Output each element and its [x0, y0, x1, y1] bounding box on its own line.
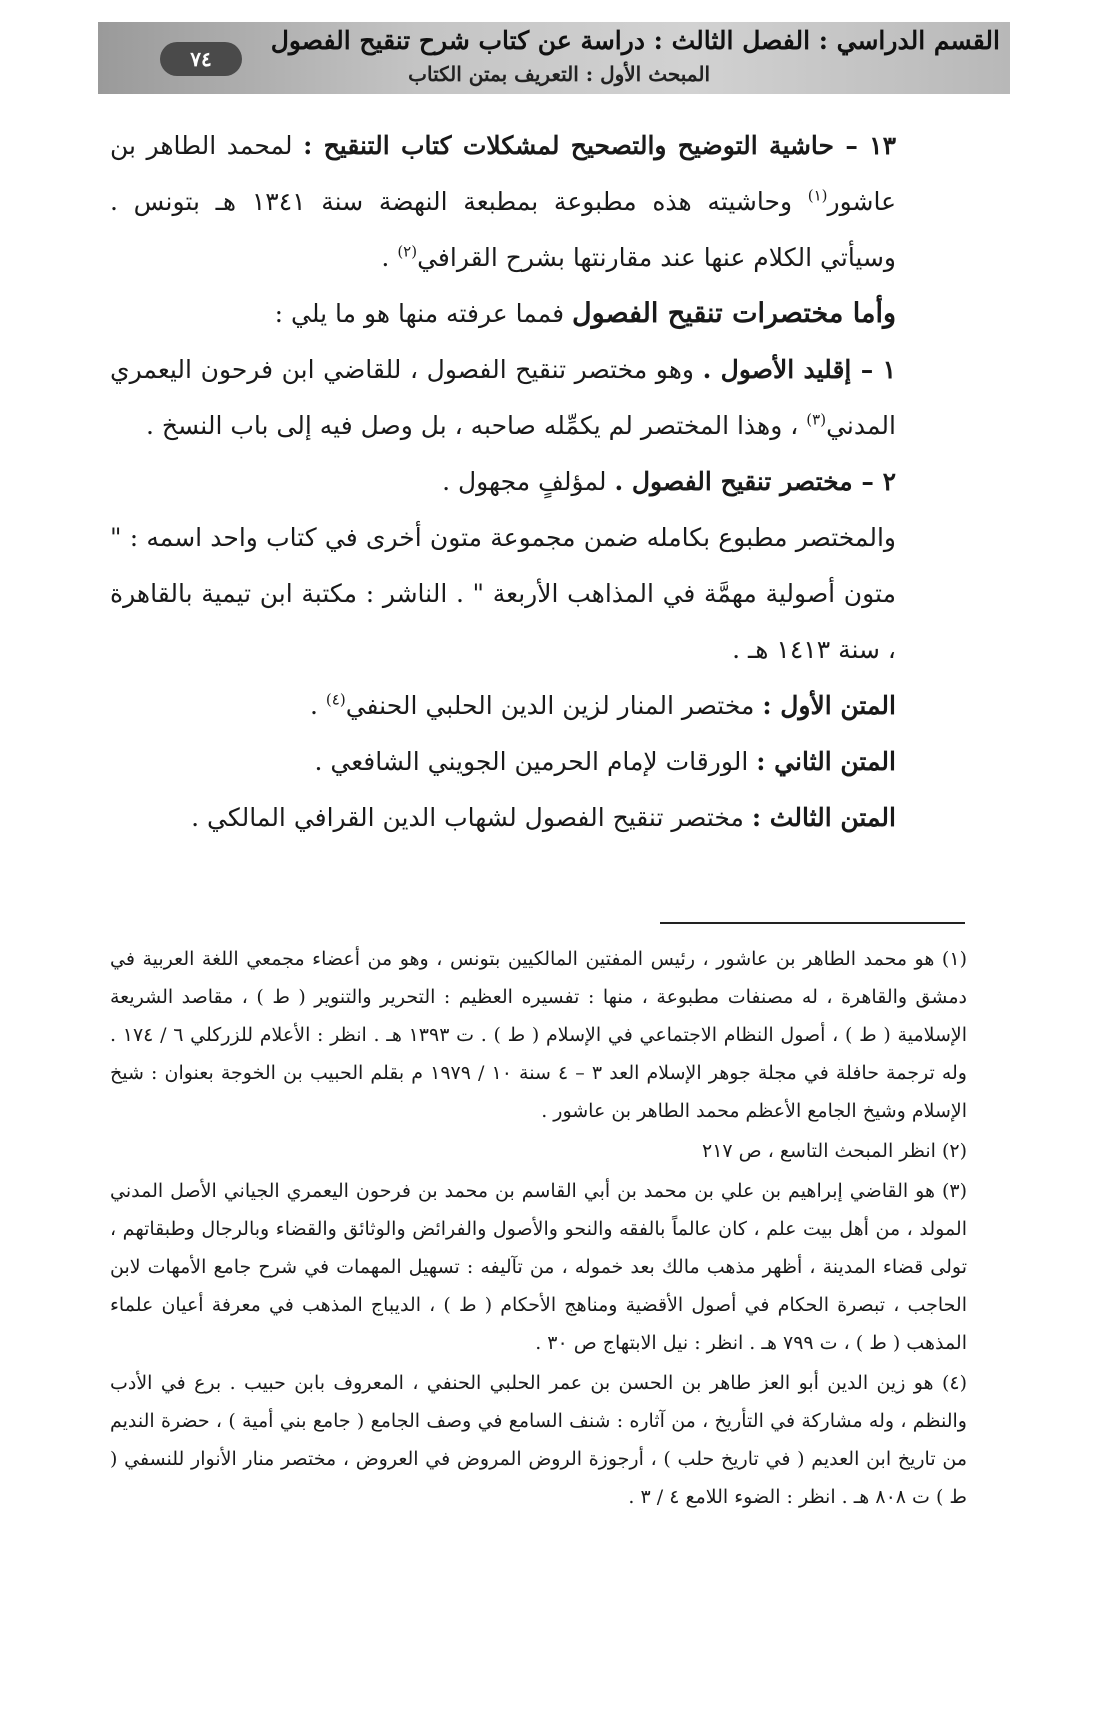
footnote-3: (٣) هو القاضي إبراهيم بن علي بن محمد بن أبي القاسم بن محمد بن فرحون اليعمري الجياني الأصل المدني المولد ، من أهل بيت علم ، كان عالماً بالفقه والنحو والأصول والفرائض والوثائق والقضاء وبالرجال وطبقاتهم ، تولى قضاء المدينة ، أظهر مذهب مالك بعد خموله ، من تآليفه : تسهيل المهمات في شرح جامع الأمهات لابن الحاجب ، تبصرة الحكام في أصول الأقضية ومناهج الأحكام ( ط ) ، الديباج المذهب في معرفة أعيان علماء المذهب ( ط ) ، ت ٧٩٩ هـ . انظر : نيل الابتهاج ص ٣٠ . — [110, 1180, 967, 1354]
item-13-heading: ١٣ – حاشية التوضيح والتصحيح لمشكلات كتاب التنقيح : — [303, 131, 896, 160]
footnote-2: (٢) انظر المبحث التاسع ، ص ٢١٧ — [702, 1140, 967, 1162]
matn-2-label: المتن الثاني : — [756, 747, 896, 776]
matn-2: المتن الثاني : الورقات لإمام الحرمين الجويني الشافعي . — [314, 747, 896, 776]
matn-1-label: المتن الأول : — [762, 691, 896, 720]
footnotes — [110, 940, 967, 1518]
item-1: ١ – إقليد الأصول . وهو مختصر تنقيح الفصول ، للقاضي ابن فرحون اليعمري المدني$^{(٣)}$ ، وهذا المختصر لم يكمِّله صاحبه ، بل وصل فيه إلى باب النسخ . — [110, 355, 897, 440]
footnote-ref-2[interactable]: (٢) — [397, 242, 418, 261]
item-2-heading: ٢ – مختصر تنقيح الفصول . — [614, 467, 896, 496]
header-title: القسم الدراسي : الفصل الثالث : دراسة عن كتاب شرح تنقيح الفصول — [270, 26, 1000, 55]
printed-edition-paragraph: والمختصر مطبوع بكامله ضمن مجموعة متون أخرى في كتاب واحد اسمه : " متون أصولية مهمَّة في المذاهب الأربعة " . الناشر : مكتبة ابن تيمية بالقاهرة ، سنة ١٤١٣ هـ . — [110, 523, 896, 664]
matn-3-label: المتن الثالث : — [751, 803, 896, 832]
matn-1: المتن الأول : مختصر المنار لزين الدين الحلبي الحنفي$^{(٤)}$ . — [310, 690, 896, 720]
footnote-4: (٤) هو زين الدين أبو العز طاهر بن الحسن بن عمر الحلبي الحنفي ، المعروف بابن حبيب . برع في الأدب والنظم ، وله مشاركة في التأريخ ، من آثاره : شنف السامع في وصف الجامع ( جامع بني أمية ) ، حضرة النديم من تاريخ ابن العديم ( في تاريخ حلب ) ، أرجوزة الروض المروض في العروض ، مختصر منار الأنوار للنسفي ( ط ) ت ٨٠٨ هـ . انظر : الضوء اللامع ٤ / ٣ . — [110, 1372, 967, 1508]
running-header — [98, 22, 1010, 94]
main-text — [110, 118, 922, 846]
page-number: ٧٤ — [160, 42, 242, 76]
footnote-ref-3[interactable]: (٣) — [806, 410, 827, 429]
summaries-intro: وأما مختصرات تنقيح الفصول فمما عرفته منها هو ما يلي : — [274, 298, 896, 329]
item-1-heading: ١ – إقليد الأصول . — [702, 355, 897, 384]
item-2: ٢ – مختصر تنقيح الفصول . لمؤلفٍ مجهول . — [442, 467, 896, 496]
item-13-author: لمحمد الطاهر بن عاشور — [110, 131, 897, 216]
summaries-heading: وأما مختصرات تنقيح الفصول — [572, 298, 896, 329]
item-13-text: وحاشيته هذه مطبوعة بمطبعة النهضة سنة ١٣٤١ هـ بتونس . وسيأتي الكلام عنها عند مقارنتها بشرح القرافي — [110, 187, 896, 272]
item-13: ١٣ – حاشية التوضيح والتصحيح لمشكلات كتاب التنقيح : لمحمد الطاهر بن عاشور$^{(١)}$ وحاشيته هذه مطبوعة بمطبعة النهضة سنة ١٣٤١ هـ بتونس . وسيأتي الكلام عنها عند مقارنتها بشرح القرافي$^{(٢)}$ . — [110, 131, 897, 272]
footnote-ref-4[interactable]: (٤) — [325, 690, 346, 709]
header-subtitle: المبحث الأول : التعريف بمتن الكتاب — [408, 62, 710, 86]
footnote-separator — [660, 922, 965, 924]
footnote-ref-1[interactable]: (١) — [807, 186, 828, 205]
footnote-1: (١) هو محمد الطاهر بن عاشور ، رئيس المفتين المالكيين بتونس ، وهو من أعضاء مجمعي اللغة العربية في دمشق والقاهرة ، له مصنفات مطبوعة ، منها : تفسيره العظيم : التحرير والتنوير ( ط ) ، مقاصد الشريعة الإسلامية ( ط ) ، أصول النظام الاجتماعي في الإسلام ( ط ) . ت ١٣٩٣ هـ . انظر : الأعلام للزركلي ٦ / ١٧٤ . وله ترجمة حافلة في مجلة جوهر الإسلام العد ٣ – ٤ سنة ١٠ / ١٩٧٩ م بقلم الحبيب بن الخوجة بعنوان : شيخ الإسلام وشيخ الجامع الأعظم محمد الطاهر بن عاشور . — [110, 948, 968, 1122]
matn-3: المتن الثالث : مختصر تنقيح الفصول لشهاب الدين القرافي المالكي . — [191, 803, 896, 832]
